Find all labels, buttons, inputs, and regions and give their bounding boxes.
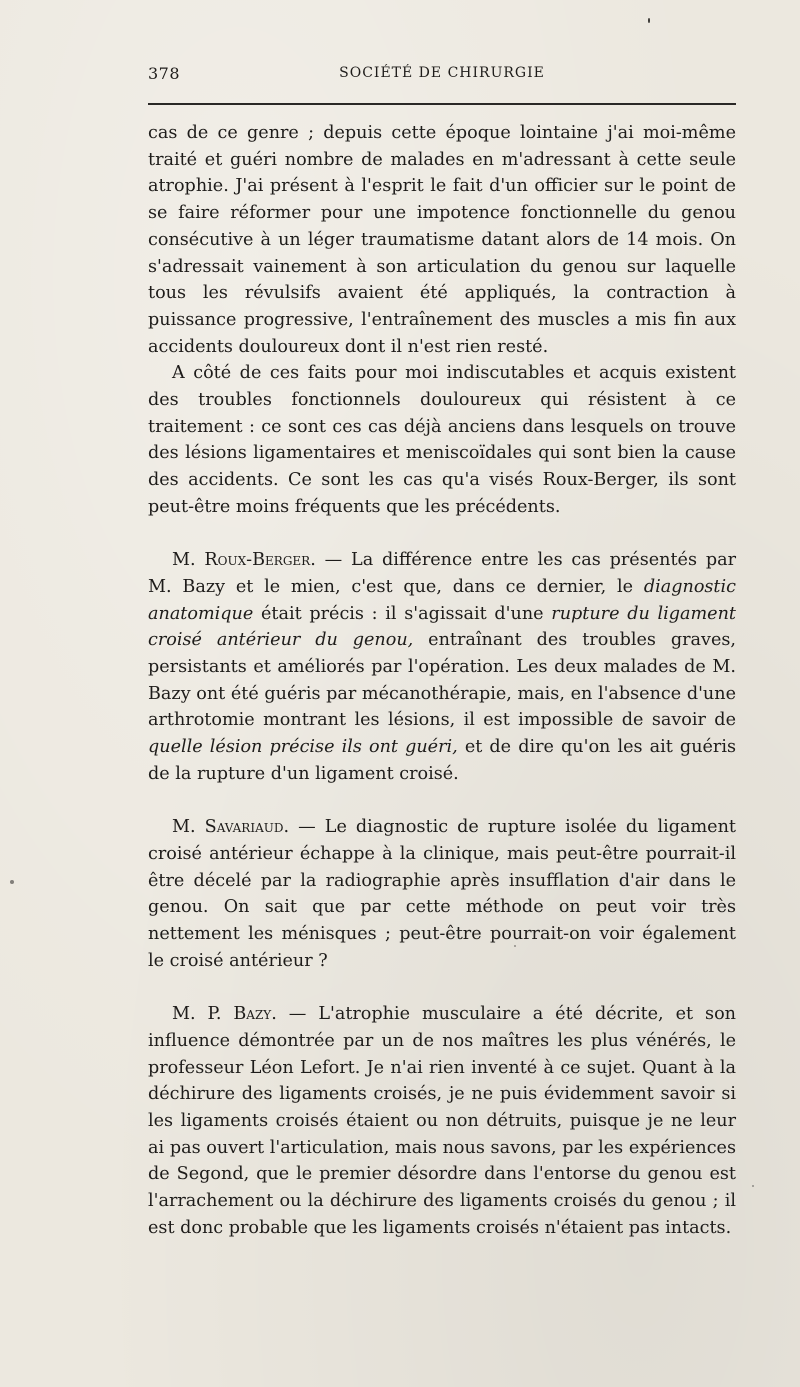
paragraph-bazy [148,1001,736,1241]
page-number: 378 [148,64,181,83]
running-title: SOCIÉTÉ DE CHIRURGIE [339,65,545,81]
paragraph-text: était précis : il s'agissait d'une [253,603,552,624]
italic-phrase: quelle lésion précise ils ont guéri, [148,737,458,758]
header-rule [148,103,736,105]
paragraph-bazy-continued: A côté de ces faits pour moi indiscutables et acquis existent des troubles fonctionnels douloureux qui résistent à ce traitement : ce sont ces cas déjà anciens dans lesquels on trouve des lésions ligamentaires et meniscoïdales qui sont bien la cause des accidents. Ce sont les cas qu'a visés Roux-Berger, ils sont peut-être moins fréquents que les précédents. [148,363,736,517]
paper-speck [752,1185,754,1187]
paragraph-continued: cas de ce genre ; depuis cette époque lointaine j'ai moi-même traité et guéri nombre de malades en m'adressant à cette seule atrophie. J'ai présent à l'esprit le fait d'un officier sur le point de se faire réformer pour une impotence fonctionnelle du genou consécutive à un léger traumatisme datant alors de 14 mois. On s'adressait vainement à son articulation du genou sur laquelle tous les révulsifs avaient été appliqués, la contraction à puissance progressive, l'entraînement des muscles a mis fin aux accidents douloureux dont il n'est rien resté. [148,123,736,357]
paper-speck [10,880,14,884]
page-header [148,64,736,88]
paragraph-roux-berger [148,547,736,787]
paragraph-savariaud [148,814,736,974]
italic-phrase: rupture du ligament croisé antérieur du genou, [148,603,736,651]
speaker-name: M. Roux-Berger. [172,550,316,571]
body-text [148,120,736,1241]
italic-phrase: diagnostic anatomique [148,576,736,624]
paper-speck [514,945,516,947]
paragraph-text: — Le diagnostic de rupture isolée du ligament croisé antérieur échappe à la clinique, mais peut-être pourrait-il être décelé par la radiographie après insufflation d'air dans le genou. On sait que par cette méthode on peut voir très nettement les ménisques ; peut-être pourrait-on voir également le croisé antérieur ? [148,817,736,971]
paragraph-text: — La différence entre les cas présentés par M. Bazy et le mien, c'est que, dans ce dernier, le [148,550,736,597]
paper-speck [648,18,650,23]
speaker-name: M. Savariaud. [172,817,290,838]
paragraph-text: et de dire qu'on les ait guéris de la rupture d'un ligament croisé. [148,737,737,784]
paragraph-text: entraînant des troubles graves, persistants et améliorés par l'opération. Les deux malades de M. Bazy ont été guéris par mécanothérapie, mais, en l'absence d'une arthrotomie montrant les lésions, il est impossible de savoir de [148,630,736,731]
paragraph-text: — L'atrophie musculaire a été décrite, et son influence démontrée par un de nos maîtres les plus vénérés, le professeur Léon Lefort. Je n'ai rien inventé à ce sujet. Quant à la déchirure des ligaments croisés, je ne puis évidemment savoir si les ligaments croisés étaient ou non détruits, puisque je ne leur ai pas ouvert l'articulation, mais nous savons, par les expériences de Segond, que le premier désordre dans l'entorse du genou est l'arrachement ou la déchirure des ligaments croisés du genou ; il est donc probable que les ligaments croisés n'étaient pas intacts. [148,1004,736,1238]
speaker-name: M. P. Bazy. [172,1004,277,1025]
